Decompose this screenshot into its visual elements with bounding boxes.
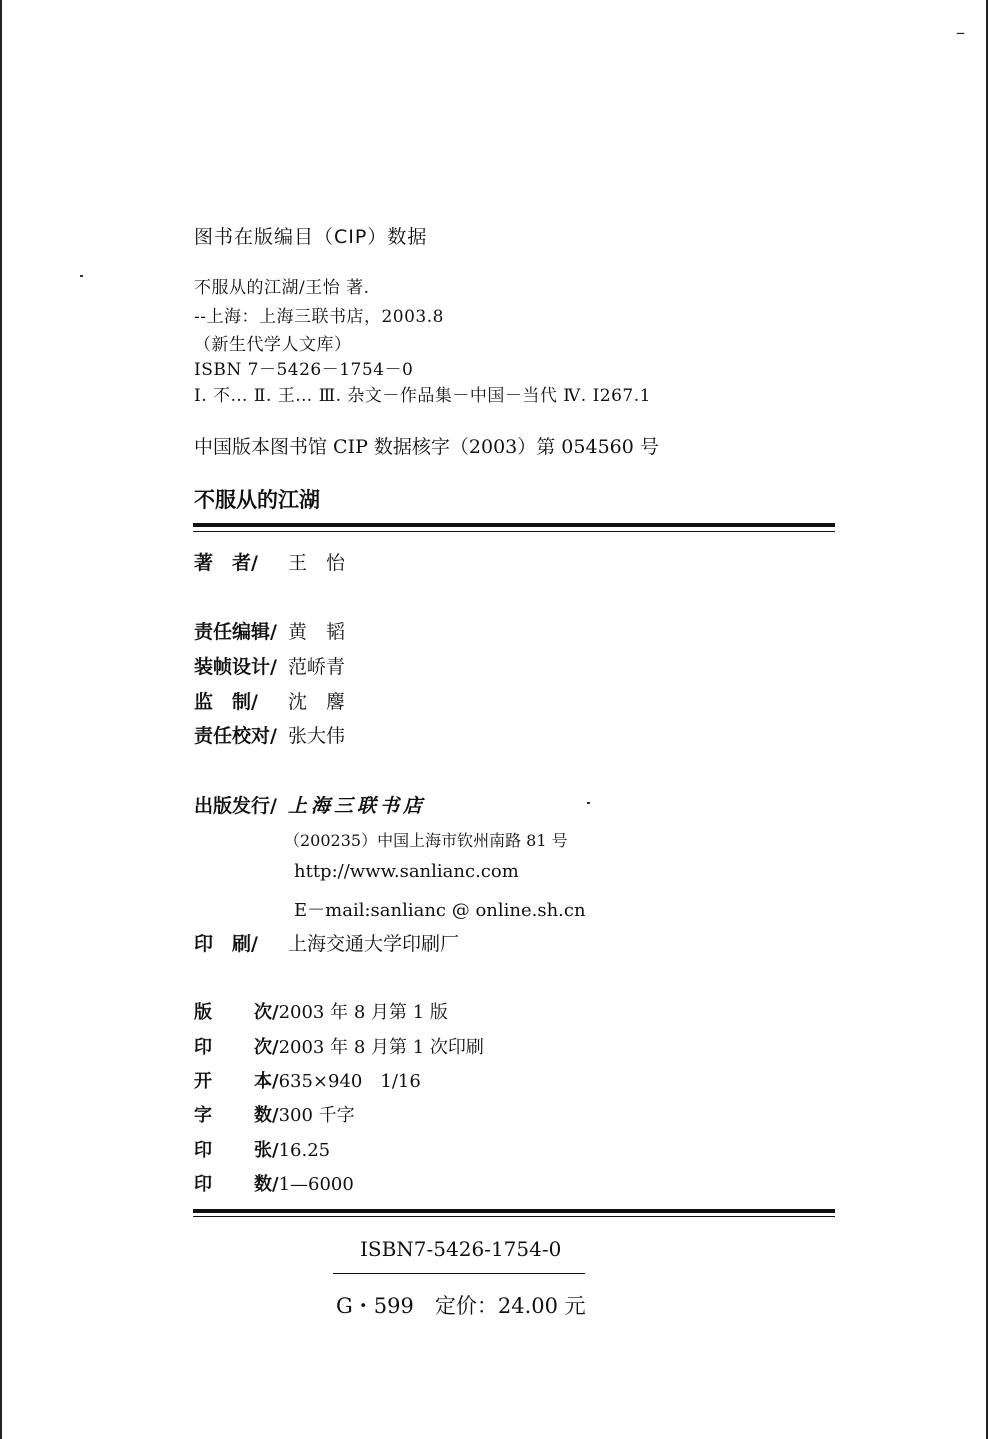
scan-speck [80,275,83,277]
spec-printing [194,1033,484,1059]
price-line: G・599 定价：24.00 元 [336,1294,586,1318]
credit-printer [194,929,459,956]
spec-sheets-value: 16.25 [278,1140,331,1161]
spec-edition [194,998,448,1024]
credit-designer [194,652,345,679]
page-border-left [0,0,2,1439]
cip-line-isbn: ISBN 7－5426－1754－0 [194,360,414,380]
credit-proofreader [194,721,345,748]
publisher-address: （200235）中国上海市钦州南路 81 号 [284,831,568,850]
top-rule-thick [193,523,835,527]
spec-print-run-value: 1—6000 [278,1174,354,1195]
spec-print-run-label: 印 [194,1174,212,1195]
credit-production [194,687,345,714]
isbn-rule [333,1273,585,1274]
credit-designer-label: 装帧设计/ [194,656,277,678]
spec-format-value: 635×940 1/16 [278,1071,421,1092]
spec-printing-label: 印 [194,1037,212,1058]
bottom-rule-thin [193,1216,835,1217]
credit-editor [194,617,345,644]
isbn-code: ISBN7-5426-1754-0 [360,1237,562,1261]
spec-sheets [194,1136,330,1162]
spec-format-label: 开 [194,1071,212,1092]
spec-word-count-label: 字 [194,1105,212,1126]
credit-proofreader-label: 责任校对/ [194,725,277,747]
credit-production-value: 沈 麐 [288,691,346,713]
spec-printing-label2: 次/ [254,1037,279,1058]
credit-proofreader-value: 张大伟 [288,725,346,747]
cip-line-classification: Ⅰ. 不… Ⅱ. 王… Ⅲ. 杂文－作品集－中国－当代 Ⅳ. I267.1 [194,386,651,406]
spec-format [194,1067,421,1093]
spec-print-run-label2: 数/ [254,1174,279,1195]
credit-designer-value: 范峤青 [288,656,346,678]
credit-publisher-label: 出版发行/ [194,795,277,817]
spec-word-count-value: 300 千字 [278,1105,355,1126]
spec-edition-value: 2003 年 8 月第 1 版 [278,1002,448,1023]
corner-mark: – [956,22,965,43]
credit-author-value: 王 怡 [288,552,346,574]
cip-line-publisher: --上海：上海三联书店，2003.8 [194,307,444,327]
page-border-right [986,0,988,1439]
book-title: 不服从的江湖 [194,488,320,512]
credit-author-label: 著 者/ [194,552,258,574]
credit-author [194,548,345,575]
credit-publisher-value: 上海三联书店 [288,795,427,817]
spec-printing-value: 2003 年 8 月第 1 次印刷 [278,1037,484,1058]
bottom-rule-thick [193,1209,835,1213]
cip-line-series: （新生代学人文库） [194,335,352,355]
spec-format-label2: 本/ [254,1071,279,1092]
scan-speck [587,802,590,804]
spec-print-run [194,1170,354,1196]
spec-word-count-label2: 数/ [254,1105,279,1126]
publisher-email: E－mail:sanlianc @ online.sh.cn [294,900,586,921]
credit-publisher [194,791,426,818]
spec-edition-label: 版 [194,1002,212,1023]
cip-header: 图书在版编目（CIP）数据 [194,226,428,248]
credit-production-label: 监 制/ [194,691,258,713]
cip-verification: 中国版本图书馆 CIP 数据核字（2003）第 054560 号 [194,436,659,458]
cip-line-title: 不服从的江湖/王怡 著. [194,278,370,298]
spec-sheets-label: 印 [194,1140,212,1161]
spec-word-count [194,1101,355,1127]
credit-editor-label: 责任编辑/ [194,621,277,643]
spec-sheets-label2: 张/ [254,1140,279,1161]
credit-printer-label: 印 刷/ [194,933,258,955]
credit-editor-value: 黄 韬 [288,621,346,643]
top-rule-thin [193,531,835,532]
spec-edition-label2: 次/ [254,1002,279,1023]
publisher-website: http://www.sanlianc.com [294,861,519,882]
credit-printer-value: 上海交通大学印刷厂 [288,933,460,955]
